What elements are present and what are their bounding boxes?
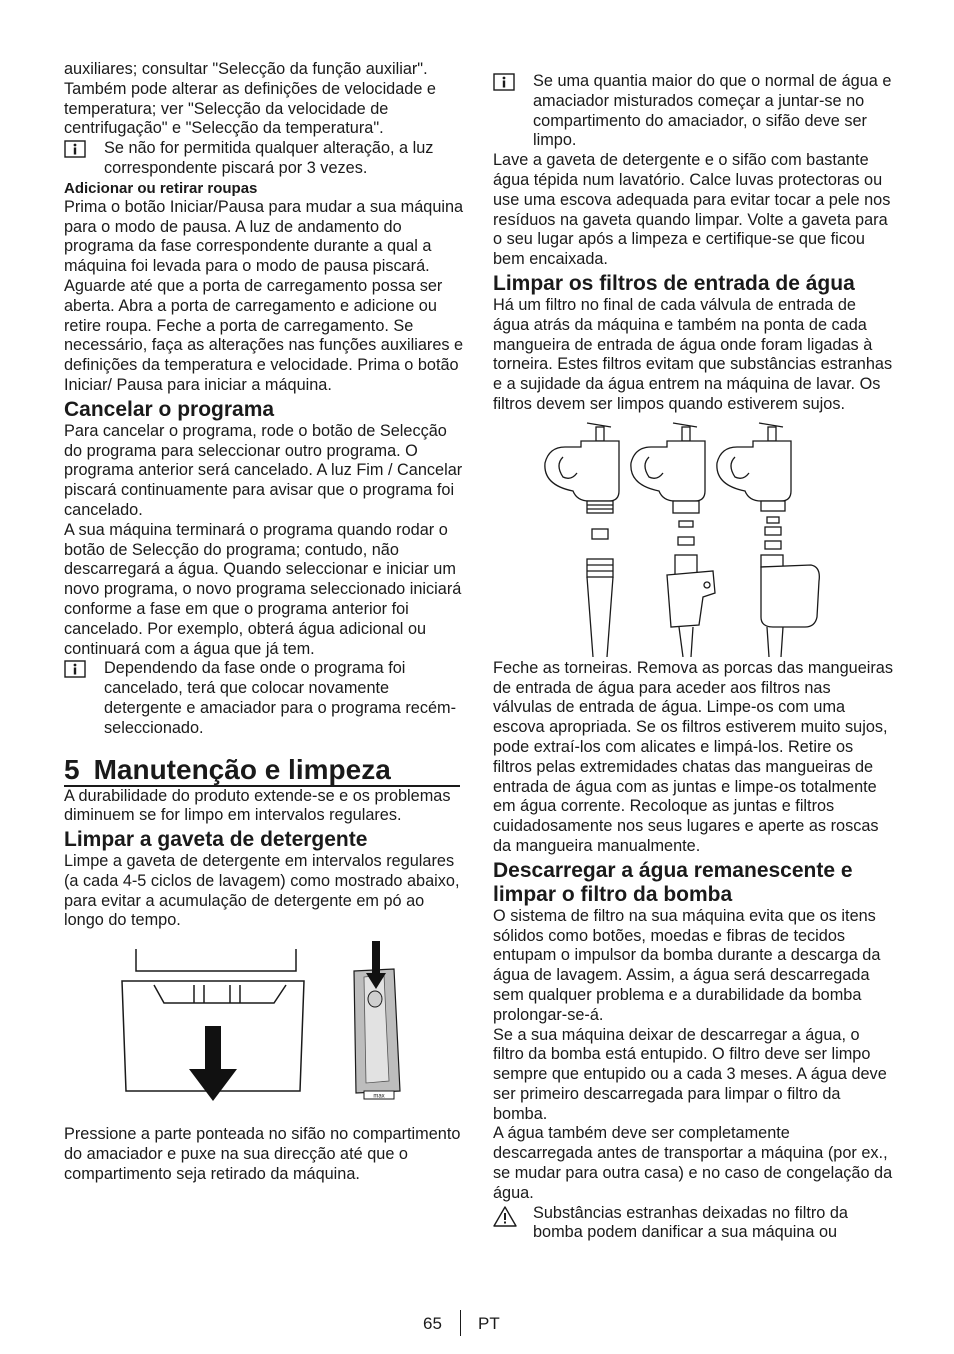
section-number: 5 (64, 753, 80, 785)
section-title-maintenance (64, 755, 460, 787)
paragraph-add-remove: Prima o botão Iniciar/Pausa para mudar a sua máquina para o modo de pausa. A luz de andamento do programa da fase correspondente durante a qual a máquina foi levada para o modo de pausa piscará. Aguarde até que a porta de carregamento possa ser aberta. Abra a porta de carregamento e adicione ou retire roupa. Feche a porta de carregamento. Se necessário, faça as alterações nas funções auxiliares e definições da temperatura e velocidade. Prima o botão Iniciar/ Pausa para iniciar a máquina. (64, 197, 464, 394)
paragraph-pump-2: Se a sua máquina deixar de descarregar a água, o filtro da bomba está entupido. O filtro deve ser limpo sempre que entupido ou a cada 3 meses. A água deve ser primeiro descarregada para limpar o filtro da bomba. (493, 1025, 887, 1123)
section-title-text: Manutenção e limpeza (93, 753, 391, 785)
paragraph-wash-drawer: Lave a gaveta de detergente e o sifão com bastante água tépida num lavatório. Calce luvas protectoras ou use uma escova adequada para evitar tocar a pele nos resíduos na gaveta quando limpar. Volte a gaveta para o seu lugar após a limpeza e certifique-se que ficou bem encaixada. (493, 151, 891, 269)
paragraph-pump-3: A água também deve ser completamente descarregada antes de transportar a máquina (por ex., se mudar para outra casa) e no caso de congelação da água. (493, 1124, 893, 1202)
warning-icon (493, 1205, 517, 1227)
info-note-no-change (64, 139, 464, 179)
tap-with-hose-illustration (545, 423, 619, 657)
heading-clean-drawer: Limpar a gaveta de detergente (64, 828, 368, 852)
info-note-cancel (64, 659, 464, 738)
paragraph-cancel-1: Para cancelar o programa, rode o botão de Selecção do programa para seleccionar outro programa. O programa anterior será cancelado. A luz Fim / Cancelar piscará continuamente para avisar que o programa foi cancelado. (64, 421, 463, 519)
info-note-text: Se não for permitida qualquer alteração, a luz correspondente piscará por 3 vezes. (104, 139, 434, 177)
paragraph-press-siphon: Pressione a parte ponteada no sifão no compartimento do amaciador e puxe na sua direcção até que o compartimento seja retirado da máquina. (64, 1125, 461, 1183)
info-icon (64, 660, 86, 678)
left-column (64, 60, 464, 1185)
detergent-drawer-figure (64, 941, 464, 1111)
heading-add-remove-laundry: Adicionar ou retirar roupas (64, 179, 258, 197)
footer-divider (460, 1310, 461, 1336)
language-code: PT (478, 1314, 500, 1333)
warning-note (493, 1204, 893, 1244)
info-note-text: Dependendo da fase onde o programa foi cancelado, terá que colocar novamente detergente e amaciador para o programa recém-seleccionado. (104, 659, 457, 737)
info-note-text: Se uma quantia maior do que o normal de água e amaciador misturados começar a juntar-se no compartimento do amaciador, o sifão deve ser limpo. (533, 72, 892, 150)
right-column (493, 72, 893, 1243)
paragraph-cancel-2: A sua máquina terminará o programa quando rodar o botão de Selecção do programa; contudo, não descarregará a água. Quando seleccionar e iniciar um novo programa, o novo programa seleccionado iniciará conforme a fase em que o programa anterior foi cancelado. Por exemplo, obterá água adicional ou continuará com a água que já tem. (64, 520, 462, 658)
tap-with-valve-illustration (631, 423, 715, 657)
paragraph-pump-1: O sistema de filtro na sua máquina evita que os itens sólidos como botões, moedas e fibras de tecidos entupam o impulsor da bomba durante a descarga da água de lavagem. Assim, a água será descarregada sem qualquer problema e a durabilidade da bomba prolongar-se-á. (493, 906, 881, 1024)
info-icon (64, 140, 86, 158)
heading-clean-inlet-filters: Limpar os filtros de entrada de água (493, 271, 855, 295)
water-inlet-taps-figure (493, 421, 893, 657)
max-mark-label: max (373, 1093, 385, 1100)
warning-text: Substâncias estranhas deixadas no filtro da bomba podem danificar a sua máquina ou (533, 1203, 848, 1242)
paragraph-clean-drawer: Limpe a gaveta de detergente em intervalos regulares (a cada 4-5 ciclos de lavagem) como mostrado abaixo, para evitar a acumulação de detergente em pó ao longo do tempo. (64, 852, 460, 930)
heading-drain-pump-filter: Descarregar a água remanescente e limpar o filtro da bomba (493, 858, 853, 906)
tap-with-filter-illustration (717, 423, 819, 657)
paragraph-close-taps: Feche as torneiras. Remova as porcas das mangueiras de entrada de água para aceder aos filtros nas válvulas de entrada de água. Limpe-os com uma escova apropriada. Se os filtros estiverem muito sujos, pode extraí-los com alicates e limpá-los. Retire os filtros pelas extremidades chatas das mangueiras de entrada de água com as juntas e limpe-os totalmente em água corrente. Recoloque as juntas e filtros cuidadosamente nos seus lugares e aperte as roscas da mangueira manualmente. (493, 658, 893, 855)
page-number: 65 (423, 1314, 442, 1333)
info-icon (493, 73, 515, 91)
paragraph-inlet-filters: Há um filtro no final de cada válvula de entrada de água atrás da máquina e também na ponta de cada mangueira de entrada de água onde foram ligadas à torneira. Estes filtros evitam que substâncias estranhas e a sujidade da água entrem na máquina de lavar. Os filtros devem ser limpos quando estiverem sujos. (493, 295, 893, 413)
heading-cancel-program: Cancelar o programa (64, 397, 275, 421)
paragraph-durability: A durabilidade do produto extende-se e os problemas diminuem se for limpo em intervalos regulares. (64, 786, 451, 825)
softener-siphon-illustration (354, 969, 400, 1100)
paragraph-aux-functions: auxiliares; consultar "Selecção da função auxiliar". Também pode alterar as definições de velocidade e temperatura; ver "Selecção da velocidade de centrifugação" e "Selecção da temperatura". (64, 60, 436, 138)
info-note-siphon (493, 72, 893, 151)
